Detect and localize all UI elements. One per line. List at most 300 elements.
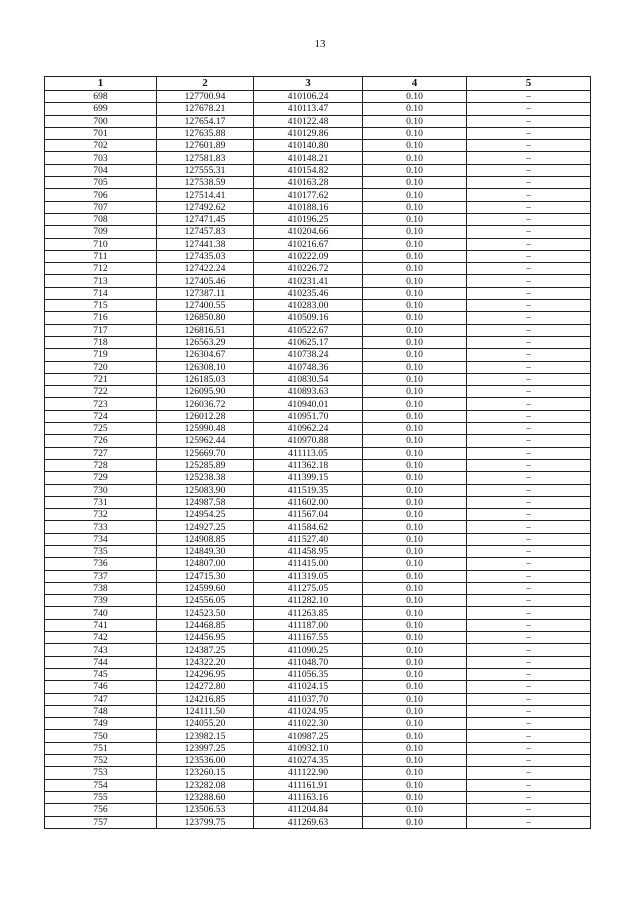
table-row xyxy=(45,91,591,103)
note-cell: – xyxy=(467,423,591,435)
note-cell: – xyxy=(467,127,591,139)
note-cell: – xyxy=(467,263,591,275)
y-coordinate-cell: 410188.16 xyxy=(254,201,363,213)
table-row xyxy=(45,459,591,471)
point-number-cell: 750 xyxy=(45,730,157,742)
point-number-cell: 711 xyxy=(45,250,157,262)
note-cell: – xyxy=(467,164,591,176)
note-cell: – xyxy=(467,558,591,570)
x-coordinate-cell: 124954.25 xyxy=(157,509,254,521)
table-row xyxy=(45,152,591,164)
x-coordinate-cell: 124849.30 xyxy=(157,545,254,557)
x-coordinate-cell: 127538.59 xyxy=(157,177,254,189)
point-number-cell: 716 xyxy=(45,312,157,324)
y-coordinate-cell: 410893.63 xyxy=(254,386,363,398)
point-number-cell: 743 xyxy=(45,644,157,656)
x-coordinate-cell: 127492.62 xyxy=(157,201,254,213)
note-cell: – xyxy=(467,705,591,717)
note-cell: – xyxy=(467,804,591,816)
x-coordinate-cell: 126012.28 xyxy=(157,410,254,422)
table-row xyxy=(45,484,591,496)
table-row xyxy=(45,201,591,213)
note-cell: – xyxy=(467,656,591,668)
table-row xyxy=(45,767,591,779)
note-cell: – xyxy=(467,730,591,742)
y-coordinate-cell: 411269.63 xyxy=(254,816,363,828)
x-coordinate-cell: 124599.60 xyxy=(157,582,254,594)
x-coordinate-cell: 127435.03 xyxy=(157,250,254,262)
accuracy-cell: 0.10 xyxy=(363,287,467,299)
y-coordinate-cell: 411122.90 xyxy=(254,767,363,779)
x-coordinate-cell: 126563.29 xyxy=(157,336,254,348)
point-number-cell: 709 xyxy=(45,226,157,238)
accuracy-cell: 0.10 xyxy=(363,263,467,275)
accuracy-cell: 0.10 xyxy=(363,632,467,644)
accuracy-cell: 0.10 xyxy=(363,410,467,422)
y-coordinate-cell: 411263.85 xyxy=(254,607,363,619)
table-row xyxy=(45,619,591,631)
x-coordinate-cell: 125285.89 xyxy=(157,459,254,471)
table-row xyxy=(45,275,591,287)
y-coordinate-cell: 411024.95 xyxy=(254,705,363,717)
point-number-cell: 731 xyxy=(45,496,157,508)
point-number-cell: 736 xyxy=(45,558,157,570)
point-number-cell: 733 xyxy=(45,521,157,533)
y-coordinate-cell: 410509.16 xyxy=(254,312,363,324)
accuracy-cell: 0.10 xyxy=(363,238,467,250)
note-cell: – xyxy=(467,644,591,656)
x-coordinate-cell: 123282.08 xyxy=(157,779,254,791)
x-coordinate-cell: 124468.85 xyxy=(157,619,254,631)
point-number-cell: 723 xyxy=(45,398,157,410)
y-coordinate-cell: 411519.35 xyxy=(254,484,363,496)
y-coordinate-cell: 411113.05 xyxy=(254,447,363,459)
note-cell: – xyxy=(467,459,591,471)
point-number-cell: 710 xyxy=(45,238,157,250)
table-row xyxy=(45,668,591,680)
table-row xyxy=(45,435,591,447)
y-coordinate-cell: 411415.00 xyxy=(254,558,363,570)
y-coordinate-cell: 410274.35 xyxy=(254,755,363,767)
point-number-cell: 706 xyxy=(45,189,157,201)
accuracy-cell: 0.10 xyxy=(363,250,467,262)
x-coordinate-cell: 127387.11 xyxy=(157,287,254,299)
accuracy-cell: 0.10 xyxy=(363,226,467,238)
y-coordinate-cell: 411275.05 xyxy=(254,582,363,594)
point-number-cell: 749 xyxy=(45,718,157,730)
accuracy-cell: 0.10 xyxy=(363,115,467,127)
y-coordinate-cell: 410231.41 xyxy=(254,275,363,287)
accuracy-cell: 0.10 xyxy=(363,423,467,435)
column-header-1: 1 xyxy=(45,77,157,91)
accuracy-cell: 0.10 xyxy=(363,718,467,730)
point-number-cell: 703 xyxy=(45,152,157,164)
table-row xyxy=(45,742,591,754)
x-coordinate-cell: 127400.55 xyxy=(157,300,254,312)
table-row xyxy=(45,177,591,189)
accuracy-cell: 0.10 xyxy=(363,533,467,545)
note-cell: – xyxy=(467,115,591,127)
x-coordinate-cell: 124456.95 xyxy=(157,632,254,644)
point-number-cell: 717 xyxy=(45,324,157,336)
table-row xyxy=(45,496,591,508)
accuracy-cell: 0.10 xyxy=(363,361,467,373)
point-number-cell: 740 xyxy=(45,607,157,619)
note-cell: – xyxy=(467,681,591,693)
point-number-cell: 737 xyxy=(45,570,157,582)
note-cell: – xyxy=(467,410,591,422)
table-row xyxy=(45,804,591,816)
x-coordinate-cell: 123536.00 xyxy=(157,755,254,767)
note-cell: – xyxy=(467,213,591,225)
table-row xyxy=(45,189,591,201)
note-cell: – xyxy=(467,103,591,115)
x-coordinate-cell: 125238.38 xyxy=(157,472,254,484)
x-coordinate-cell: 124322.20 xyxy=(157,656,254,668)
point-number-cell: 744 xyxy=(45,656,157,668)
note-cell: – xyxy=(467,668,591,680)
x-coordinate-cell: 127555.31 xyxy=(157,164,254,176)
point-number-cell: 721 xyxy=(45,373,157,385)
note-cell: – xyxy=(467,189,591,201)
note-cell: – xyxy=(467,275,591,287)
note-cell: – xyxy=(467,816,591,828)
x-coordinate-cell: 126036.72 xyxy=(157,398,254,410)
x-coordinate-cell: 127635.88 xyxy=(157,127,254,139)
note-cell: – xyxy=(467,201,591,213)
y-coordinate-cell: 410748.36 xyxy=(254,361,363,373)
x-coordinate-cell: 126816.51 xyxy=(157,324,254,336)
point-number-cell: 753 xyxy=(45,767,157,779)
y-coordinate-cell: 410204.66 xyxy=(254,226,363,238)
accuracy-cell: 0.10 xyxy=(363,521,467,533)
accuracy-cell: 0.10 xyxy=(363,91,467,103)
point-number-cell: 705 xyxy=(45,177,157,189)
accuracy-cell: 0.10 xyxy=(363,509,467,521)
point-number-cell: 751 xyxy=(45,742,157,754)
table-row xyxy=(45,140,591,152)
accuracy-cell: 0.10 xyxy=(363,127,467,139)
y-coordinate-cell: 410163.28 xyxy=(254,177,363,189)
accuracy-cell: 0.10 xyxy=(363,730,467,742)
x-coordinate-cell: 124055.20 xyxy=(157,718,254,730)
note-cell: – xyxy=(467,300,591,312)
accuracy-cell: 0.10 xyxy=(363,386,467,398)
x-coordinate-cell: 124807.00 xyxy=(157,558,254,570)
table-row xyxy=(45,336,591,348)
note-cell: – xyxy=(467,779,591,791)
x-coordinate-cell: 124523.50 xyxy=(157,607,254,619)
accuracy-cell: 0.10 xyxy=(363,619,467,631)
table-row xyxy=(45,398,591,410)
accuracy-cell: 0.10 xyxy=(363,140,467,152)
point-number-cell: 704 xyxy=(45,164,157,176)
note-cell: – xyxy=(467,312,591,324)
accuracy-cell: 0.10 xyxy=(363,472,467,484)
table-row xyxy=(45,509,591,521)
x-coordinate-cell: 127422.24 xyxy=(157,263,254,275)
x-coordinate-cell: 124111.50 xyxy=(157,705,254,717)
table-row xyxy=(45,632,591,644)
table-row xyxy=(45,718,591,730)
note-cell: – xyxy=(467,533,591,545)
point-number-cell: 725 xyxy=(45,423,157,435)
note-cell: – xyxy=(467,140,591,152)
x-coordinate-cell: 124387.25 xyxy=(157,644,254,656)
y-coordinate-cell: 410738.24 xyxy=(254,349,363,361)
x-coordinate-cell: 126095.90 xyxy=(157,386,254,398)
note-cell: – xyxy=(467,250,591,262)
note-cell: – xyxy=(467,509,591,521)
note-cell: – xyxy=(467,632,591,644)
point-number-cell: 700 xyxy=(45,115,157,127)
y-coordinate-cell: 411527.40 xyxy=(254,533,363,545)
accuracy-cell: 0.10 xyxy=(363,459,467,471)
accuracy-cell: 0.10 xyxy=(363,164,467,176)
page-number: 13 xyxy=(314,38,326,50)
accuracy-cell: 0.10 xyxy=(363,373,467,385)
x-coordinate-cell: 127654.17 xyxy=(157,115,254,127)
y-coordinate-cell: 410226.72 xyxy=(254,263,363,275)
point-number-cell: 724 xyxy=(45,410,157,422)
y-coordinate-cell: 411090.25 xyxy=(254,644,363,656)
x-coordinate-cell: 123288.60 xyxy=(157,791,254,803)
point-number-cell: 726 xyxy=(45,435,157,447)
x-coordinate-cell: 127678.21 xyxy=(157,103,254,115)
accuracy-cell: 0.10 xyxy=(363,103,467,115)
note-cell: – xyxy=(467,386,591,398)
point-number-cell: 734 xyxy=(45,533,157,545)
point-number-cell: 748 xyxy=(45,705,157,717)
y-coordinate-cell: 411319.05 xyxy=(254,570,363,582)
point-number-cell: 746 xyxy=(45,681,157,693)
table-row xyxy=(45,582,591,594)
column-header-5: 5 xyxy=(467,77,591,91)
point-number-cell: 732 xyxy=(45,509,157,521)
accuracy-cell: 0.10 xyxy=(363,742,467,754)
accuracy-cell: 0.10 xyxy=(363,484,467,496)
table-row xyxy=(45,115,591,127)
y-coordinate-cell: 410830.54 xyxy=(254,373,363,385)
accuracy-cell: 0.10 xyxy=(363,152,467,164)
note-cell: – xyxy=(467,755,591,767)
x-coordinate-cell: 127581.83 xyxy=(157,152,254,164)
accuracy-cell: 0.10 xyxy=(363,791,467,803)
note-cell: – xyxy=(467,373,591,385)
y-coordinate-cell: 410235.46 xyxy=(254,287,363,299)
x-coordinate-cell: 123506.53 xyxy=(157,804,254,816)
note-cell: – xyxy=(467,619,591,631)
y-coordinate-cell: 410140.80 xyxy=(254,140,363,152)
note-cell: – xyxy=(467,435,591,447)
y-coordinate-cell: 410962.24 xyxy=(254,423,363,435)
accuracy-cell: 0.10 xyxy=(363,582,467,594)
point-number-cell: 755 xyxy=(45,791,157,803)
note-cell: – xyxy=(467,496,591,508)
y-coordinate-cell: 410951.70 xyxy=(254,410,363,422)
table-row xyxy=(45,373,591,385)
accuracy-cell: 0.10 xyxy=(363,705,467,717)
point-number-cell: 712 xyxy=(45,263,157,275)
point-number-cell: 722 xyxy=(45,386,157,398)
point-number-cell: 754 xyxy=(45,779,157,791)
y-coordinate-cell: 411163.16 xyxy=(254,791,363,803)
y-coordinate-cell: 411161.91 xyxy=(254,779,363,791)
x-coordinate-cell: 123997.25 xyxy=(157,742,254,754)
point-number-cell: 699 xyxy=(45,103,157,115)
accuracy-cell: 0.10 xyxy=(363,398,467,410)
table-row xyxy=(45,607,591,619)
x-coordinate-cell: 127514.41 xyxy=(157,189,254,201)
x-coordinate-cell: 123982.15 xyxy=(157,730,254,742)
y-coordinate-cell: 410129.86 xyxy=(254,127,363,139)
table-row xyxy=(45,791,591,803)
table-row xyxy=(45,656,591,668)
point-number-cell: 739 xyxy=(45,595,157,607)
y-coordinate-cell: 411584.62 xyxy=(254,521,363,533)
accuracy-cell: 0.10 xyxy=(363,496,467,508)
y-coordinate-cell: 410148.21 xyxy=(254,152,363,164)
accuracy-cell: 0.10 xyxy=(363,545,467,557)
x-coordinate-cell: 125990.48 xyxy=(157,423,254,435)
accuracy-cell: 0.10 xyxy=(363,447,467,459)
x-coordinate-cell: 126850.80 xyxy=(157,312,254,324)
y-coordinate-cell: 411362.18 xyxy=(254,459,363,471)
point-number-cell: 708 xyxy=(45,213,157,225)
note-cell: – xyxy=(467,484,591,496)
x-coordinate-cell: 125669.70 xyxy=(157,447,254,459)
y-coordinate-cell: 410932.10 xyxy=(254,742,363,754)
x-coordinate-cell: 125962.44 xyxy=(157,435,254,447)
point-number-cell: 714 xyxy=(45,287,157,299)
y-coordinate-cell: 411022.30 xyxy=(254,718,363,730)
accuracy-cell: 0.10 xyxy=(363,816,467,828)
table-header-row xyxy=(45,77,591,91)
accuracy-cell: 0.10 xyxy=(363,656,467,668)
table-row xyxy=(45,681,591,693)
note-cell: – xyxy=(467,349,591,361)
table-row xyxy=(45,730,591,742)
table-row xyxy=(45,226,591,238)
accuracy-cell: 0.10 xyxy=(363,558,467,570)
note-cell: – xyxy=(467,91,591,103)
accuracy-cell: 0.10 xyxy=(363,275,467,287)
note-cell: – xyxy=(467,582,591,594)
y-coordinate-cell: 410283.00 xyxy=(254,300,363,312)
accuracy-cell: 0.10 xyxy=(363,607,467,619)
point-number-cell: 698 xyxy=(45,91,157,103)
point-number-cell: 720 xyxy=(45,361,157,373)
y-coordinate-cell: 411399.15 xyxy=(254,472,363,484)
x-coordinate-cell: 127601.89 xyxy=(157,140,254,152)
accuracy-cell: 0.10 xyxy=(363,349,467,361)
note-cell: – xyxy=(467,545,591,557)
table-row xyxy=(45,324,591,336)
note-cell: – xyxy=(467,693,591,705)
column-header-2: 2 xyxy=(157,77,254,91)
point-number-cell: 718 xyxy=(45,336,157,348)
accuracy-cell: 0.10 xyxy=(363,779,467,791)
y-coordinate-cell: 410625.17 xyxy=(254,336,363,348)
x-coordinate-cell: 124216.85 xyxy=(157,693,254,705)
x-coordinate-cell: 124296.95 xyxy=(157,668,254,680)
table-row xyxy=(45,250,591,262)
y-coordinate-cell: 410216.67 xyxy=(254,238,363,250)
y-coordinate-cell: 410522.67 xyxy=(254,324,363,336)
note-cell: – xyxy=(467,718,591,730)
x-coordinate-cell: 124556.05 xyxy=(157,595,254,607)
accuracy-cell: 0.10 xyxy=(363,681,467,693)
table-row xyxy=(45,693,591,705)
accuracy-cell: 0.10 xyxy=(363,177,467,189)
x-coordinate-cell: 126185.03 xyxy=(157,373,254,385)
x-coordinate-cell: 123799.75 xyxy=(157,816,254,828)
note-cell: – xyxy=(467,152,591,164)
point-number-cell: 702 xyxy=(45,140,157,152)
accuracy-cell: 0.10 xyxy=(363,755,467,767)
y-coordinate-cell: 411167.55 xyxy=(254,632,363,644)
y-coordinate-cell: 410106.24 xyxy=(254,91,363,103)
accuracy-cell: 0.10 xyxy=(363,767,467,779)
y-coordinate-cell: 411037.70 xyxy=(254,693,363,705)
column-header-3: 3 xyxy=(254,77,363,91)
accuracy-cell: 0.10 xyxy=(363,201,467,213)
table-row xyxy=(45,447,591,459)
point-number-cell: 752 xyxy=(45,755,157,767)
y-coordinate-cell: 410122.48 xyxy=(254,115,363,127)
note-cell: – xyxy=(467,521,591,533)
table-row xyxy=(45,521,591,533)
x-coordinate-cell: 124908.85 xyxy=(157,533,254,545)
note-cell: – xyxy=(467,324,591,336)
table-row xyxy=(45,558,591,570)
y-coordinate-cell: 410222.09 xyxy=(254,250,363,262)
x-coordinate-cell: 123260.15 xyxy=(157,767,254,779)
table-row xyxy=(45,423,591,435)
note-cell: – xyxy=(467,767,591,779)
table-row xyxy=(45,386,591,398)
point-number-cell: 727 xyxy=(45,447,157,459)
note-cell: – xyxy=(467,336,591,348)
y-coordinate-cell: 411187.00 xyxy=(254,619,363,631)
note-cell: – xyxy=(467,595,591,607)
table-row xyxy=(45,287,591,299)
note-cell: – xyxy=(467,607,591,619)
x-coordinate-cell: 127405.46 xyxy=(157,275,254,287)
table-row xyxy=(45,705,591,717)
table-row xyxy=(45,164,591,176)
note-cell: – xyxy=(467,238,591,250)
y-coordinate-cell: 410113.47 xyxy=(254,103,363,115)
point-number-cell: 735 xyxy=(45,545,157,557)
point-number-cell: 747 xyxy=(45,693,157,705)
note-cell: – xyxy=(467,570,591,582)
coordinates-table xyxy=(44,76,591,829)
table-row xyxy=(45,755,591,767)
note-cell: – xyxy=(467,791,591,803)
y-coordinate-cell: 410196.25 xyxy=(254,213,363,225)
y-coordinate-cell: 411056.35 xyxy=(254,668,363,680)
accuracy-cell: 0.10 xyxy=(363,570,467,582)
accuracy-cell: 0.10 xyxy=(363,693,467,705)
table-row xyxy=(45,779,591,791)
y-coordinate-cell: 410970.88 xyxy=(254,435,363,447)
x-coordinate-cell: 127700.94 xyxy=(157,91,254,103)
y-coordinate-cell: 411567.04 xyxy=(254,509,363,521)
column-header-4: 4 xyxy=(363,77,467,91)
table-row xyxy=(45,263,591,275)
point-number-cell: 728 xyxy=(45,459,157,471)
